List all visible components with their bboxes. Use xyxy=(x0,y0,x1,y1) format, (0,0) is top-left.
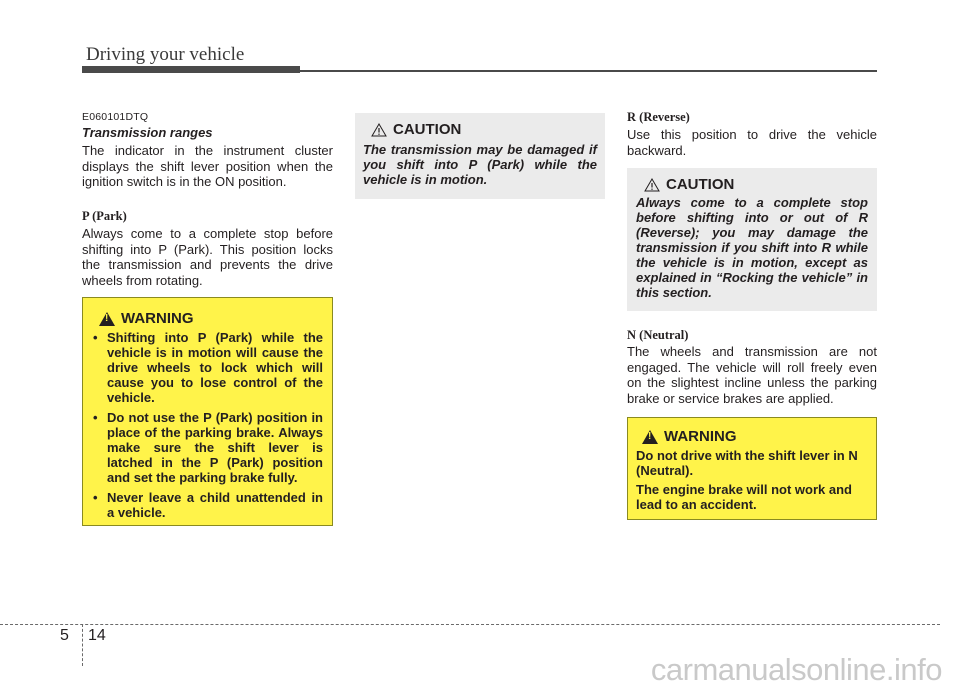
watermark: carmanualsonline.info xyxy=(650,652,942,687)
footer-rule xyxy=(0,624,940,625)
park-warning-box xyxy=(82,297,333,526)
caution-text: The transmission may be damaged if you shift into P (Park) while the vehicle is in motion. xyxy=(363,142,597,187)
caution-icon xyxy=(644,178,660,192)
warning-title-text: WARNING xyxy=(664,428,737,445)
caution-text: Always come to a complete stop before shifting into or out of R (Reverse); you may damage the transmission if you shift into R while the vehicle is in motion, except as explained in “Rocking the vehicle” in this section. xyxy=(636,195,868,300)
warning-line: The engine brake will not work and lead to an accident. xyxy=(636,482,852,512)
caution-title xyxy=(371,121,597,138)
intro-paragraph: The indicator in the instrument cluster displays the shift lever position when the ignition switch is in the ON position. xyxy=(82,143,333,189)
warning-item: • Never leave a child unattended in a vehicle. xyxy=(92,490,323,520)
section-code: E060101DTQ xyxy=(82,111,149,123)
reverse-heading: R (Reverse) xyxy=(627,110,690,124)
warning-icon xyxy=(642,430,658,444)
warning-item: • Shifting into P (Park) while the vehicle is in motion will cause the drive wheels to lock which will cause you to lose control of the vehicle. xyxy=(92,330,323,405)
section-number: 5 xyxy=(60,627,69,644)
neutral-paragraph: The wheels and transmission are not engaged. The vehicle will roll freely even on the slightest incline unless the parking brake or service brakes are applied. xyxy=(627,344,877,406)
warning-list xyxy=(92,330,323,520)
neutral-warning-box xyxy=(627,417,877,520)
caution-title xyxy=(644,176,868,193)
park-heading: P (Park) xyxy=(82,209,127,223)
header-rule-thin xyxy=(300,70,877,72)
warning-title-text: WARNING xyxy=(121,310,194,327)
park-caution-box xyxy=(355,113,605,199)
footer-divider xyxy=(82,624,83,666)
neutral-heading: N (Neutral) xyxy=(627,328,689,342)
warning-icon xyxy=(99,312,115,326)
reverse-caution-box xyxy=(627,168,877,311)
warning-title xyxy=(99,310,323,327)
warning-line: Do not drive with the shift lever in N (Neutral). xyxy=(636,448,858,478)
section-subheading: Transmission ranges xyxy=(82,125,213,140)
caution-title-text: CAUTION xyxy=(393,121,462,138)
caution-title-text: CAUTION xyxy=(666,176,735,193)
header-rule-thick xyxy=(82,66,300,73)
park-paragraph: Always come to a complete stop before shifting into P (Park). This position locks the transmission and prevents the drive wheels from rotating. xyxy=(82,226,333,288)
caution-icon xyxy=(371,123,387,137)
page-number: 14 xyxy=(88,627,106,644)
warning-title xyxy=(642,428,868,445)
header-title: Driving your vehicle xyxy=(86,44,245,65)
warning-item: • Do not use the P (Park) position in place of the parking brake. Always make sure the shift lever is latched in the P (Park) position and set the parking brake fully. xyxy=(92,410,323,485)
reverse-paragraph: Use this position to drive the vehicle backward. xyxy=(627,127,877,158)
